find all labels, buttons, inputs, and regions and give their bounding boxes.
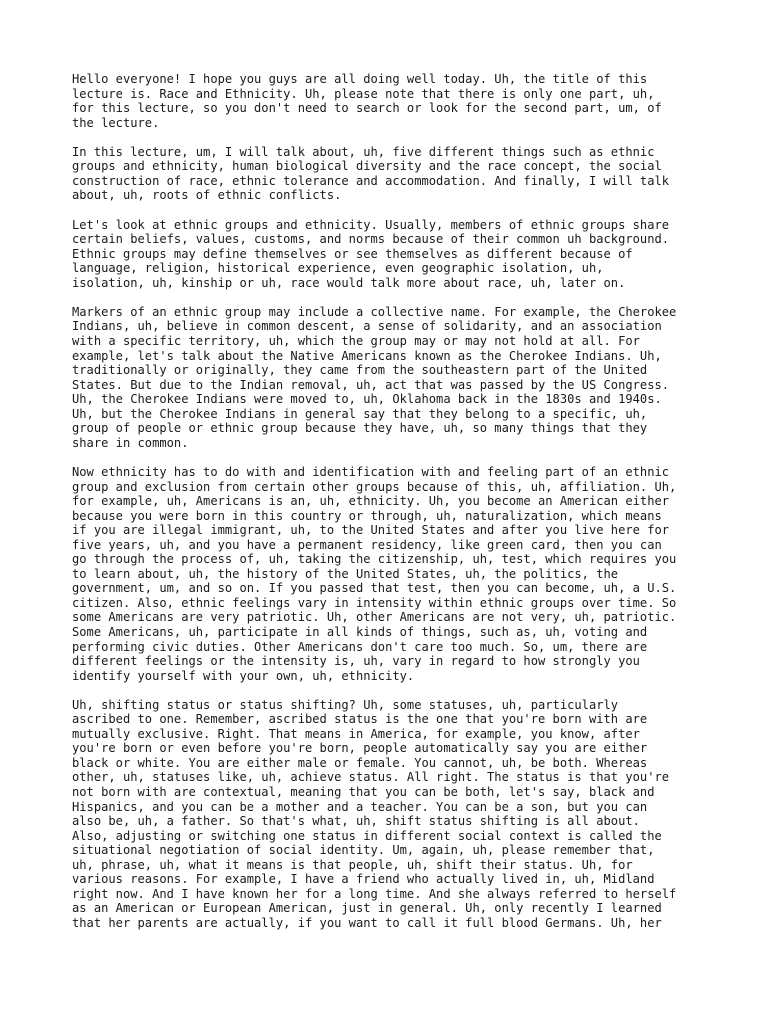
paragraph-intro: Hello everyone! I hope you guys are all doing well today. Uh, the title of this lecture is. Race and Ethnicity. Uh, please note that there is only one part, uh, for this lecture, so you don't need to search or look for the second part, um, of the lecture. xyxy=(72,72,662,130)
document-body xyxy=(72,72,712,945)
paragraph-ethnicity: Now ethnicity has to do with and identification with and feeling part of an ethnic group and exclusion from certain other groups because of this, uh, affiliation. Uh, for example, uh, Americans is an, uh, ethnicity. Uh, you become an American either because you were born in this country or through, uh, naturalization, which means if you are illegal immigrant, uh, to the United States and after you live here for five years, uh, and you have a permanent residency, like green card, then you can go through the process of, uh, taking the citizenship, uh, test, which requires you to learn about, uh, the history of the United States, uh, the politics, the government, um, and so on. If you passed that test, then you can become, uh, a U.S. citizen. Also, ethnic feelings vary in intensity within ethnic groups over time. So some Americans are very patriotic. Uh, other Americans are not very, uh, patriotic. Some Americans, uh, participate in all kinds of things, such as, uh, voting and performing civic duties. Other Americans don't care too much. So, um, there are different feelings or the intensity is, uh, vary in regard to how strongly you identify yourself with your own, uh, ethnicity. xyxy=(72,464,677,683)
paragraph-ethnic-groups: Let's look at ethnic groups and ethnicity. Usually, members of ethnic groups share certain beliefs, values, customs, and norms because of their common uh background. Ethnic groups may define themselves or see themselves as different because of language, religion, historical experience, even geographic isolation, uh, isolation, uh, kinship or uh, race would talk more about race, uh, later on. xyxy=(72,217,670,290)
paragraph-status-shifting: Uh, shifting status or status shifting? Uh, some statuses, uh, particularly ascribed to one. Remember, ascribed status is the one that you're born with are mutually exclusive. Right. That means in America, for example, you know, after you're born or even before you're born, people automatically say you are either black or white. You are either male or female. You cannot, uh, be both. Whereas other, uh, statuses like, uh, achieve status. All right. The status is that you're not born with are contextual, meaning that you can be both, let's say, black and Hispanics, and you can be a mother and a teacher. You can be a son, but you can also be, uh, a father. So that's what, uh, shift status shifting is all about. Also, adjusting or switching one status in different social context is called the situational negotiation of social identity. Um, again, uh, please remember that, uh, phrase, uh, what it means is that people, uh, shift their status. Uh, for various reasons. For example, I have a friend who actually lived in, uh, Midland right now. And I have known her for a long time. And she always referred to herself as an American or European American, just in general. Uh, only recently I learned that her parents are actually, if you want to call it full blood Germans. Uh, her xyxy=(72,697,677,930)
paragraph-ethnic-markers: Markers of an ethnic group may include a collective name. For example, the Cherokee Indians, uh, believe in common descent, a sense of solidarity, and an association with a specific territory, uh, which the group may or may not hold at all. For example, let's talk about the Native Americans known as the Cherokee Indians. Uh, traditionally or originally, they came from the southeastern part of the United States. But due to the Indian removal, uh, act that was passed by the US Congress. Uh, the Cherokee Indians were moved to, uh, Oklahoma back in the 1830s and 1940s. Uh, but the Cherokee Indians in general say that they belong to a specific, uh, group of people or ethnic group because they have, uh, so many things that they share in common. xyxy=(72,304,677,450)
paragraph-lecture-overview: In this lecture, um, I will talk about, uh, five different things such as ethnic groups and ethnicity, human biological diversity and the race concept, the social construction of race, ethnic tolerance and accommodation. And finally, I will talk about, uh, roots of ethnic conflicts. xyxy=(72,144,670,203)
